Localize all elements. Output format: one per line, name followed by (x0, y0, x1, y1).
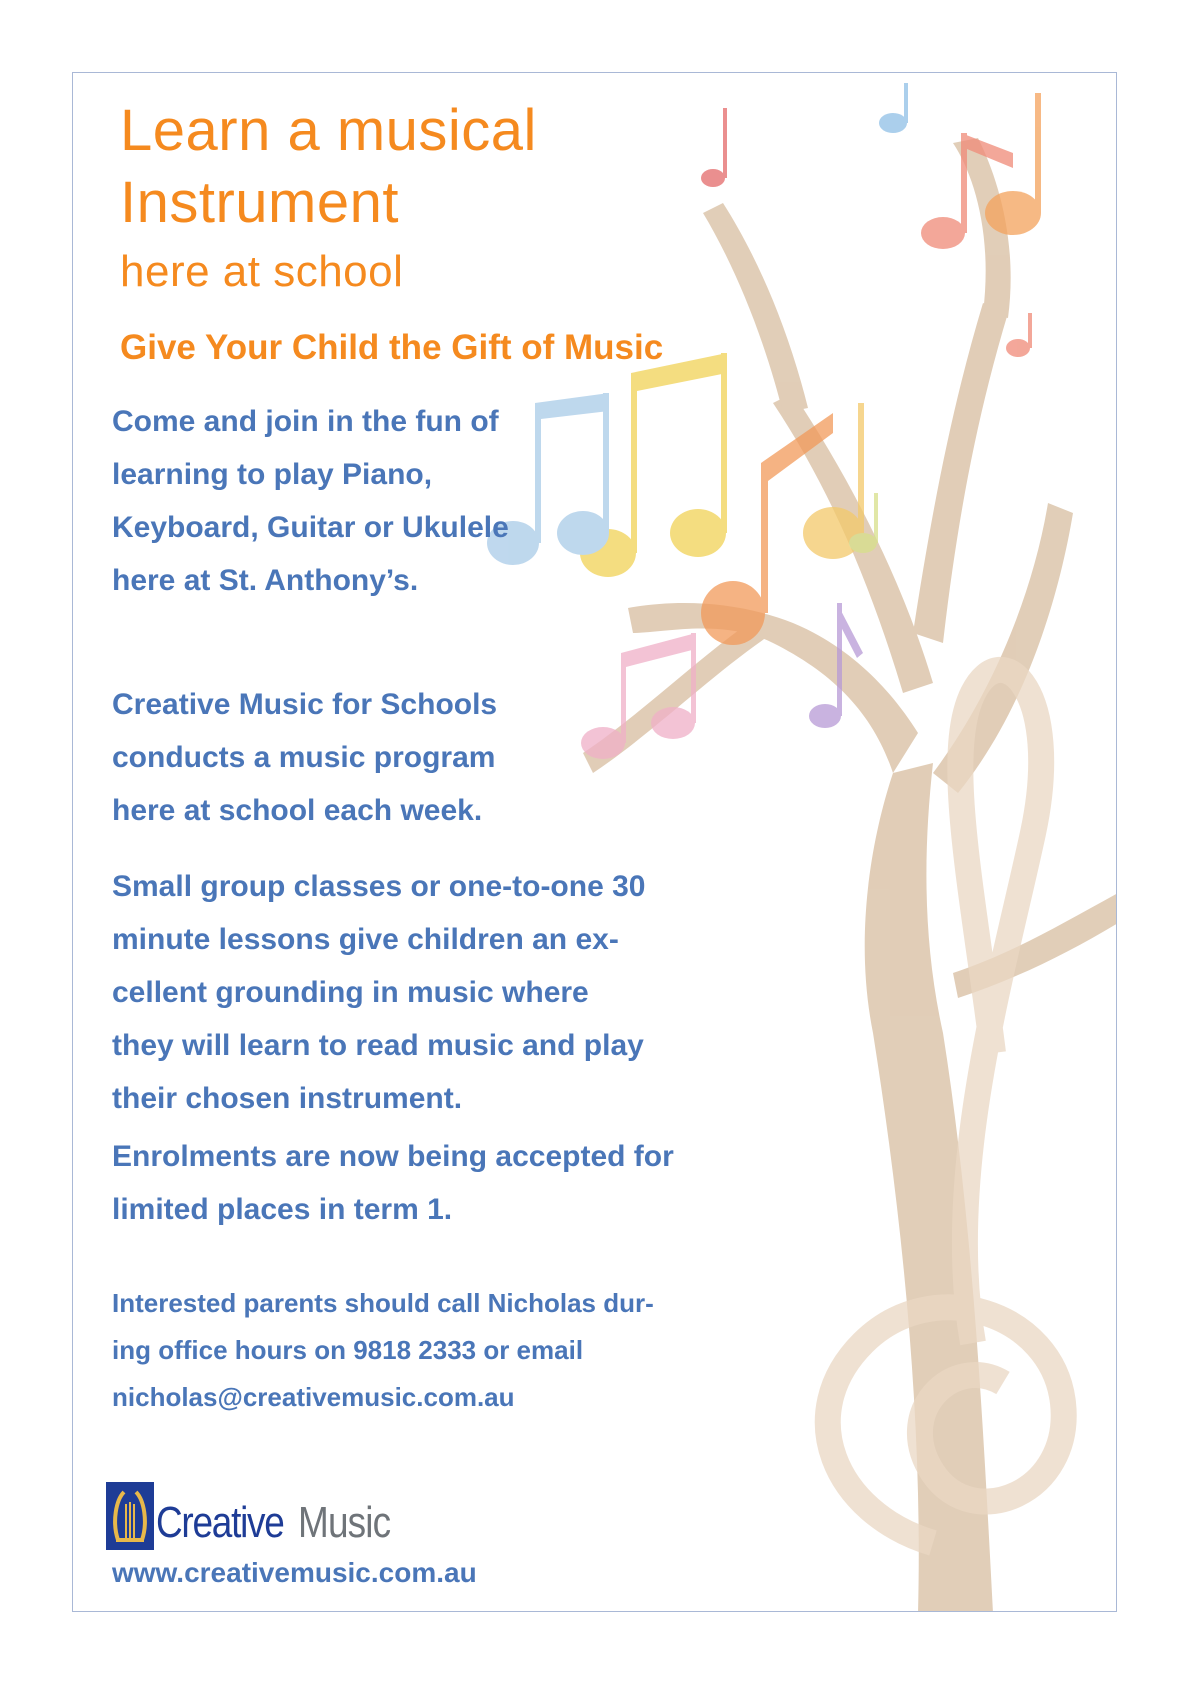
paragraph-line: here at school each week. (112, 794, 483, 827)
paragraph-line: they will learn to read music and play (112, 1029, 644, 1062)
paragraph-line: Keyboard, Guitar or Ukulele (112, 511, 509, 544)
page-title (120, 95, 537, 239)
logo-word-music: Music (298, 1498, 391, 1547)
paragraph-line: Creative Music for Schools (112, 688, 498, 721)
title-line-2: Instrument (120, 170, 399, 235)
paragraph-line: their chosen instrument. (112, 1082, 463, 1115)
paragraph-line: minute lessons give children an ex- (112, 923, 619, 956)
paragraph-line: learning to play Piano, (112, 458, 433, 491)
paragraph-line: here at St. Anthony’s. (112, 564, 419, 597)
contact-paragraph (112, 1280, 654, 1421)
title-line-1: Learn a musical (120, 98, 537, 163)
flyer-frame (72, 72, 1117, 1612)
enrolment-paragraph (112, 1130, 674, 1236)
contact-email[interactable]: nicholas@creativemusic.com.au (112, 1382, 515, 1412)
website-link[interactable]: www.creativemusic.com.au (112, 1557, 477, 1588)
logo-word-creative: Creative (156, 1498, 284, 1547)
program-paragraph (112, 678, 497, 837)
lessons-paragraph (112, 860, 645, 1125)
creative-music-logo (106, 1482, 426, 1550)
lyre-icon (106, 1482, 154, 1550)
subtitle: here at school (120, 247, 404, 296)
paragraph-line: Enrolments are now being accepted for (112, 1140, 674, 1173)
intro-paragraph (112, 395, 509, 607)
paragraph-line: ing office hours on 9818 2333 or email (112, 1335, 584, 1365)
paragraph-line: limited places in term 1. (112, 1193, 453, 1226)
paragraph-line: Come and join in the fun of (112, 405, 499, 438)
paragraph-line: cellent grounding in music where (112, 976, 589, 1009)
tagline: Give Your Child the Gift of Music (120, 328, 664, 367)
paragraph-line: conducts a music program (112, 741, 496, 774)
paragraph-line: Small group classes or one-to-one 30 (112, 870, 646, 903)
paragraph-line: Interested parents should call Nicholas dur- (112, 1288, 654, 1318)
